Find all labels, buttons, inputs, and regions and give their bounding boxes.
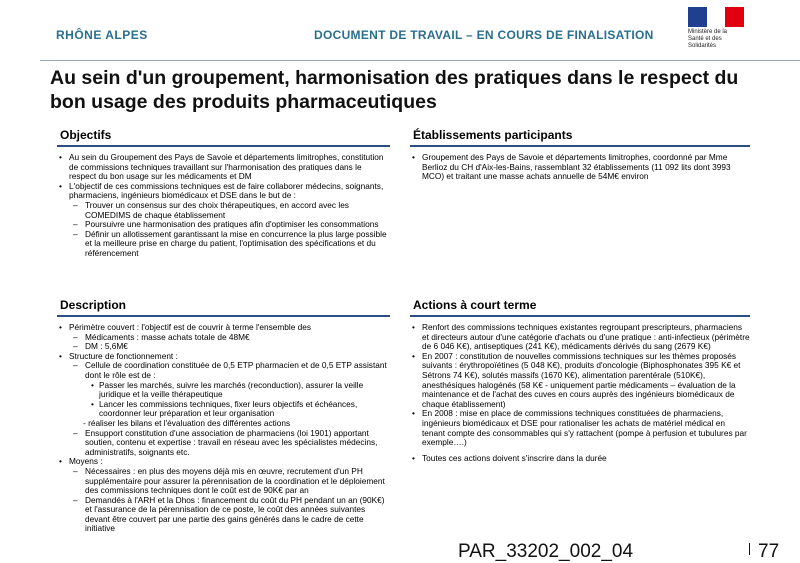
sub-list-item: – Ensupport constitution d'une association de pharmaciens (loi 1901) apportant soutien, contenu et expertise : travail en réseau avec les spécialistes médecins, administratifs, soignants etc. bbox=[73, 429, 390, 458]
list-item bbox=[57, 352, 390, 458]
section-heading: Établissements participants bbox=[410, 125, 750, 147]
list-item: • Toutes ces actions doivent s'inscrire dans la durée bbox=[410, 454, 750, 464]
list-item-text: Périmètre couvert : l'objectif est de couvrir à terme l'ensemble des bbox=[69, 322, 312, 332]
section-objectifs bbox=[57, 125, 390, 259]
sub-list-item: – Définir un allotissement garantissant la mise en concurrence la plus large possible et la meilleure prise en charge du patient, l'optimisation des spécifications et du référencement bbox=[73, 230, 390, 259]
list-item: • Renfort des commissions techniques existantes regroupant prescripteurs, pharmaciens et directeurs autour d'une catégorie d'achats ou d'une pratique : anti-infectieux (périmètre de 6 046 K€), antiseptiques (241 K€), médicaments dérivés du sang (2679 K€) bbox=[410, 323, 750, 352]
sub-list-item: – Nécessaires : en plus des moyens déjà mis en œuvre, recrutement d'un PH supplémentaire pour assurer la pérennisation de la coordination et le déploiement des commissions techniques dont le coût est de 90K€ par an bbox=[73, 467, 390, 496]
list-item: • Groupement des Pays de Savoie et départements limitrophes, coordonné par Mme Berlioz du CH d'Aix-les-Bains, rassemblant 32 établissements (11 092 lits dont 3993 MCO) et traitant une masse achats annuelle de 54M€ environ bbox=[410, 153, 750, 182]
sub-list-item-text: Cellule de coordination constituée de 0,5 ETP pharmacien et de 0,5 ETP assistant dont le rôle est de : bbox=[85, 360, 387, 380]
region-label: RHÔNE ALPES bbox=[56, 28, 148, 42]
list-item bbox=[57, 323, 390, 352]
document-code: PAR_33202_002_04 bbox=[458, 541, 634, 562]
ministry-logo bbox=[688, 7, 744, 50]
header-divider bbox=[40, 60, 800, 61]
sub-list-item: – Médicaments : masse achats totale de 48M€ bbox=[73, 333, 390, 343]
ministry-name: Ministère de la Santé et des Solidarités bbox=[688, 29, 728, 49]
sub-list-item: – DM : 5,6M€ bbox=[73, 342, 390, 352]
sub-list-item: – Poursuivre une harmonisation des pratiques afin d'optimiser les consommations bbox=[73, 220, 390, 230]
section-actions bbox=[410, 295, 750, 463]
sub-list-item bbox=[73, 361, 390, 419]
list-item bbox=[57, 457, 390, 534]
sub-list-item: – Trouver un consensus sur des choix thérapeutiques, en accord avec les COMEDIMS de chaque établissement bbox=[73, 201, 390, 220]
list-item-text: Moyens : bbox=[69, 456, 103, 467]
nested-list-item: • Passer les marchés, suivre les marchés (reconduction), assurer la veille juridique et la veille thérapeutique bbox=[91, 381, 390, 400]
page-header bbox=[0, 0, 800, 62]
section-heading: Actions à court terme bbox=[410, 295, 750, 317]
footer-divider bbox=[749, 543, 750, 555]
section-heading: Objectifs bbox=[57, 125, 390, 147]
section-heading: Description bbox=[57, 295, 390, 317]
list-item: • En 2008 : mise en place de commissions techniques constituées de pharmaciens, ingénieurs biomédicaux et DSE pour rationaliser les achats de matériel médical en tenant compte des consommables qui s'y rattachent (pompe à perfusion et tubulures par exemple….) bbox=[410, 409, 750, 447]
french-flag-icon bbox=[688, 7, 744, 27]
list-item: • En 2007 : constitution de nouvelles commissions techniques sur les thèmes proposés suivants : érythropoïétines (5 048 K€), produits d'oncologie (Biphosphonates 395 K€ et Sétrons 74 K€), solutés massifs (1670 K€), alimentation parentérale (510K€), anesthésiques halogénés (58 K€ - uniquement partie médicaments – évaluation de la maintenance et de l'achat des cuves en cours auprès des ingénieurs biomédicaux de chaque établissement) bbox=[410, 352, 750, 410]
page-number: 77 bbox=[758, 541, 780, 562]
document-status: DOCUMENT DE TRAVAIL – EN COURS DE FINALISATION bbox=[314, 28, 654, 42]
extra-line: - réaliser les bilans et l'évaluation des différentes actions bbox=[83, 417, 291, 428]
list-item-text: Structure de fonctionnement : bbox=[69, 350, 178, 361]
list-item: • Au sein du Groupement des Pays de Savoie et départements limitrophes, constitution de commissions techniques travaillant sur l'harmonisation des pratiques dans le respect du bon usage sur les médicaments et DM bbox=[57, 153, 390, 182]
list-item bbox=[57, 182, 390, 259]
sub-list-item: – Demandés à l'ARH et la Dhos : financement du coût du PH pendant un an (90K€) et l'assurance de la pérennisation de ce poste, le coût des années suivantes devant être couvert par une partie des gains générés dans le cadre de cette initiative bbox=[73, 496, 390, 534]
nested-list-item: • Lancer les commissions techniques, fixer leurs objectifs et échéances, coordonner leur préparation et leur organisation bbox=[91, 400, 390, 419]
section-description bbox=[57, 295, 390, 534]
list-item-text: L'objectif de ces commissions techniques est de faire collaborer médecins, soignants, pharmaciens, ingénieurs biomédicaux et DSE dans le but de : bbox=[69, 180, 384, 201]
page-title: Au sein d'un groupement, harmonisation des pratiques dans le respect du bon usage des produits pharmaceutiques bbox=[50, 67, 739, 113]
section-etablissements bbox=[410, 125, 750, 182]
